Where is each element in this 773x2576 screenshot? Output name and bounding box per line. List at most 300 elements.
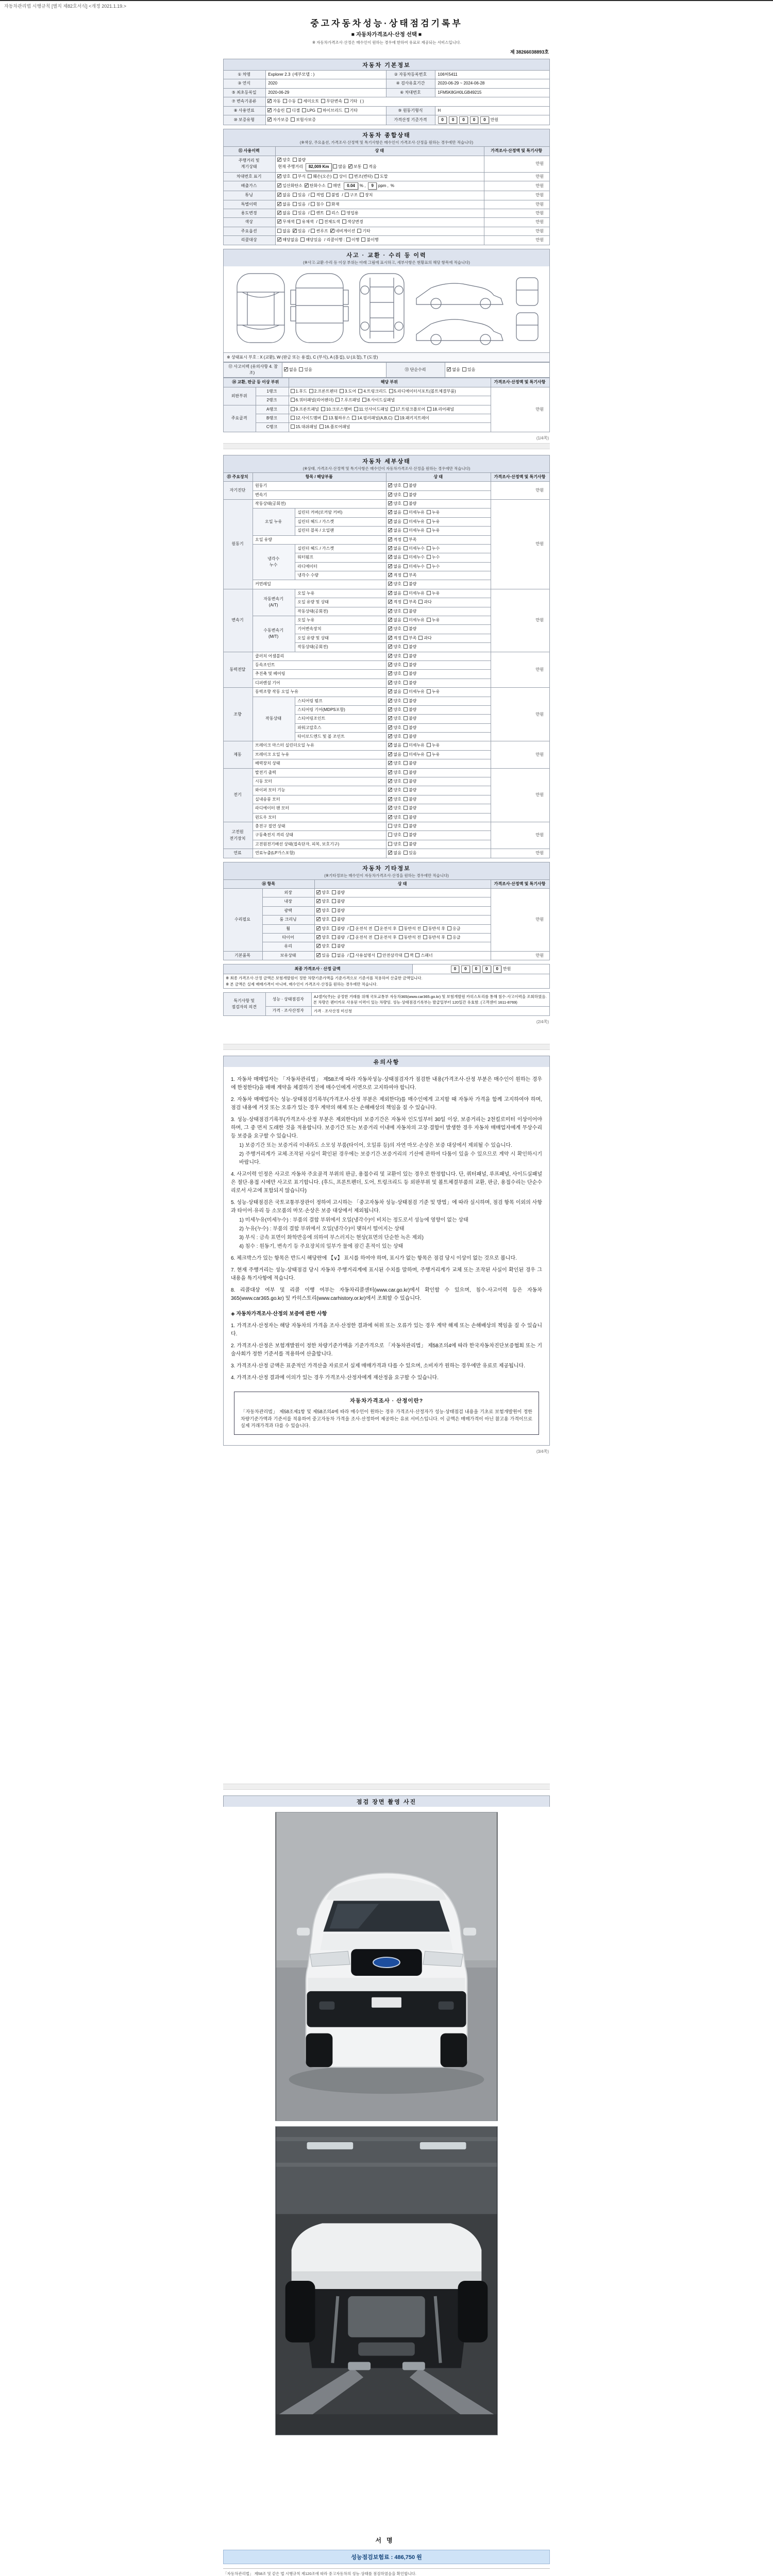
checkbox-unchecked[interactable] [404,815,416,821]
checkbox-box [388,833,392,837]
checkbox-unchecked[interactable] [354,406,389,413]
checkbox-label: 없음 [282,193,291,198]
checkbox-unchecked[interactable] [342,219,363,225]
checkbox-checked[interactable] [388,662,401,668]
form-cell [276,227,484,235]
checkbox-checked[interactable] [388,689,401,695]
checkbox-checked[interactable] [388,680,401,686]
form-cell [484,191,550,200]
form-cell [224,147,276,156]
checkbox-unchecked[interactable] [427,519,440,525]
checkbox-unchecked[interactable] [404,796,416,803]
detail-table [223,472,550,858]
checkbox-label: 불량 [408,824,417,828]
checkbox-unchecked[interactable] [328,183,341,189]
insurance-fee-label: 성능점검보험료 : [351,2554,393,2561]
checkbox-unchecked[interactable] [326,201,339,208]
checkbox-checked[interactable] [267,117,289,123]
checkbox-checked[interactable] [316,943,329,950]
form-cell [253,472,386,481]
checkbox-unchecked[interactable] [404,742,425,749]
checkbox-unchecked[interactable] [332,935,345,941]
checkbox-checked[interactable] [388,519,401,525]
form-cell [295,715,386,723]
checkbox-unchecked[interactable] [404,564,425,570]
checkbox-unchecked[interactable] [404,770,416,776]
checkbox-unchecked[interactable] [404,805,416,811]
checkbox-unchecked[interactable] [377,953,402,959]
checkbox-unchecked[interactable] [291,424,317,430]
checkbox-label: 양호 [322,890,330,895]
checkbox-unchecked[interactable] [344,98,357,105]
checkbox-unchecked[interactable] [404,662,416,668]
checkbox-unchecked[interactable] [345,108,358,114]
form-cell [386,705,491,714]
checkbox-unchecked[interactable] [362,397,395,403]
checkbox-box [287,108,291,112]
checkbox-checked[interactable] [388,528,401,534]
checkbox-unchecked[interactable] [427,590,440,597]
checkbox-checked[interactable] [388,581,401,587]
checkbox-checked[interactable] [388,483,401,489]
checkbox-label: 15.대쉬패널 [295,425,317,430]
text: 2020-06-29 ~ 2024-06-28 [438,81,485,86]
checkbox-box [357,229,361,233]
checkbox-unchecked[interactable] [375,174,388,180]
checkbox-unchecked[interactable] [311,228,328,234]
checkbox-box [277,174,281,178]
checkbox-checked[interactable] [277,192,290,198]
checkbox-unchecked[interactable] [404,635,416,641]
text: / [347,953,349,958]
checkbox-unchecked[interactable] [335,397,360,403]
form-cell [315,933,491,942]
checkbox-unchecked[interactable] [404,832,416,838]
form-cell [491,378,550,387]
checkbox-unchecked[interactable] [350,953,375,959]
form-cell [386,553,491,562]
checkbox-checked[interactable] [388,626,401,632]
checkbox-unchecked[interactable] [293,192,306,198]
checkbox-unchecked[interactable] [404,626,416,632]
checkbox-unchecked[interactable] [399,935,421,941]
checkbox-checked[interactable] [388,492,401,498]
checkbox-checked[interactable] [388,564,401,570]
checkbox-unchecked[interactable] [391,406,426,413]
checkbox-checked[interactable] [388,742,401,749]
text: 만원 [535,618,544,623]
checkbox-unchecked[interactable] [319,219,340,225]
form-cell [295,562,386,571]
form-cell [224,378,289,387]
checkbox-checked[interactable] [316,899,329,905]
checkbox-checked[interactable] [316,953,329,959]
checkbox-unchecked[interactable] [427,510,440,516]
checkbox-checked[interactable] [388,734,401,740]
checkbox-checked[interactable] [388,617,401,623]
checkbox-unchecked[interactable] [404,698,416,704]
checkbox-unchecked[interactable] [404,716,416,722]
checkbox-unchecked[interactable] [423,935,445,941]
checkbox-unchecked[interactable] [332,917,345,923]
checkbox-checked[interactable] [388,537,401,543]
checkbox-unchecked[interactable] [404,787,416,793]
checkbox-unchecked[interactable] [427,689,440,695]
checkbox-unchecked[interactable] [405,953,414,959]
checkbox-unchecked[interactable] [404,483,416,489]
checkbox-unchecked[interactable] [302,108,315,114]
checkbox-checked[interactable] [388,572,401,579]
checkbox-unchecked[interactable] [404,590,425,597]
text: 만원 [535,792,544,798]
checkbox-box [404,483,408,487]
checkbox-checked[interactable] [388,644,401,650]
checkbox-unchecked[interactable] [399,926,421,932]
checkbox-checked[interactable] [388,599,401,605]
checkbox-label: 양호 [393,483,401,488]
form-cell [484,218,550,227]
form-cell [276,200,484,209]
checkbox-checked[interactable] [388,510,401,516]
text: 전기 [233,792,242,798]
checkbox-unchecked[interactable] [404,760,416,767]
checkbox-label: 없음 [393,528,401,533]
checkbox-unchecked[interactable] [291,397,334,403]
checkbox-checked[interactable] [330,228,356,234]
checkbox-label: 양호 [322,935,330,940]
checkbox-unchecked[interactable] [404,823,416,829]
checkbox-label: 불량 [408,806,417,811]
checkbox-unchecked[interactable] [350,935,372,941]
checkbox-box [277,229,281,233]
checkbox-checked[interactable] [277,174,290,180]
checkbox-checked[interactable] [388,778,401,785]
checkbox-unchecked[interactable] [388,823,401,829]
checkbox-unchecked[interactable] [291,406,319,413]
checkbox-label: 렌트 [316,211,324,216]
checkbox-unchecked[interactable] [427,752,440,758]
text: 커먼레일 [255,582,271,587]
text: 동력조향 작동 오일 누유 [255,689,298,694]
text: 만원 [535,917,544,922]
form-cell [276,191,484,200]
form-cell [224,482,253,500]
checkbox-unchecked[interactable] [287,108,299,114]
checkbox-unchecked[interactable] [293,201,306,208]
checkbox-unchecked[interactable] [332,899,345,905]
checkbox-unchecked[interactable] [404,599,416,605]
checkbox-unchecked[interactable] [283,98,296,105]
checkbox-unchecked[interactable] [427,546,440,552]
checkbox-checked[interactable] [388,796,401,803]
checkbox-label: 자동 [273,99,281,104]
checkbox-unchecked[interactable] [346,237,359,243]
checkbox-unchecked[interactable] [404,608,416,615]
checkbox-checked[interactable] [316,926,329,932]
checkbox-unchecked[interactable] [317,108,343,114]
checkbox-unchecked[interactable] [323,415,350,421]
text: / [308,228,310,233]
checkbox-box [404,788,408,792]
checkbox-unchecked[interactable] [358,388,386,395]
checkbox-checked[interactable] [277,219,294,225]
checkbox-unchecked[interactable] [332,926,345,932]
checkbox-checked[interactable] [388,501,401,507]
checkbox-checked[interactable] [388,752,401,758]
checkbox-box [375,926,379,930]
checkbox-unchecked[interactable] [462,367,475,373]
checkbox-checked[interactable] [388,787,401,793]
checkbox-unchecked[interactable] [404,572,416,579]
form-cell [253,750,386,759]
checkbox-checked[interactable] [267,108,284,114]
checkbox-label: 없음 [393,752,401,757]
checkbox-label: 누수 [431,546,440,551]
checkbox-box [340,389,344,393]
page-separator [223,1044,550,1050]
checkbox-unchecked[interactable] [296,219,313,225]
checkbox-unchecked[interactable] [404,554,425,561]
checkbox-unchecked[interactable] [427,564,440,570]
checkbox-unchecked[interactable] [332,890,345,896]
checkbox-unchecked[interactable] [352,415,392,421]
checkbox-unchecked[interactable] [311,210,324,216]
checkbox-box [404,493,408,497]
checkbox-box [404,824,408,828]
checkbox-unchecked[interactable] [308,174,331,180]
form-cell [386,643,491,652]
checkbox-unchecked[interactable] [404,850,416,856]
checkbox-checked[interactable] [388,653,401,659]
checkbox-box [388,806,392,810]
checkbox-unchecked[interactable] [447,926,460,932]
checkbox-unchecked[interactable] [388,832,401,838]
form-cell [386,813,491,822]
text: 색상 [245,219,253,225]
checkbox-unchecked[interactable] [404,519,425,525]
checkbox-checked[interactable] [388,554,401,561]
checkbox-unchecked[interactable] [293,174,306,180]
checkbox-unchecked[interactable] [404,546,425,552]
text: 만원 [502,967,511,972]
checkbox-checked[interactable] [293,228,306,234]
checkbox-unchecked[interactable] [404,528,425,534]
checkbox-unchecked[interactable] [298,98,319,105]
checkbox-unchecked[interactable] [404,617,425,623]
checkbox-label: LPG [307,108,315,113]
checkbox-unchecked[interactable] [293,210,306,216]
checkbox-unchecked[interactable] [447,935,460,941]
checkbox-unchecked[interactable] [360,192,373,198]
form-cell [282,362,386,378]
checkbox-unchecked[interactable] [340,388,356,395]
checkbox-checked[interactable] [388,716,401,722]
form-cell [253,688,386,697]
form-cell [386,795,491,804]
checkbox-unchecked[interactable] [326,192,339,198]
text: 오일 유량 및 상태 [297,635,329,640]
checkbox-unchecked[interactable] [427,617,440,623]
checkbox-checked[interactable] [277,157,290,163]
page-marker-2: (2/4쪽) [536,1019,549,1024]
checkbox-checked[interactable] [267,98,280,105]
text: 만원 [535,406,544,412]
checkbox-box [332,926,336,930]
checkbox-unchecked[interactable] [418,599,431,605]
value-field: 0.04 [344,182,358,190]
text: 고전원전기배선 상태(접속단자, 피복, 보호기구) [255,841,340,846]
text: 가격 · 조사산정 미신청 [313,1009,352,1014]
checkbox-checked[interactable] [388,760,401,767]
checkbox-unchecked[interactable] [395,415,430,421]
checkbox-box [388,636,392,640]
form-cell [295,509,386,517]
checkbox-unchecked[interactable] [404,501,416,507]
checkbox-checked[interactable] [388,698,401,704]
checkbox-unchecked[interactable] [333,174,346,180]
checkbox-unchecked[interactable] [389,388,456,395]
checkbox-unchecked[interactable] [404,653,416,659]
form-cell [445,362,550,378]
checkbox-checked[interactable] [388,608,401,615]
checkbox-unchecked[interactable] [326,210,339,216]
checkbox-unchecked[interactable] [404,752,425,758]
checkbox-checked[interactable] [388,805,401,811]
checkbox-unchecked[interactable] [388,841,401,848]
checkbox-unchecked[interactable] [299,367,312,373]
checkbox-unchecked[interactable] [277,228,290,234]
checkbox-unchecked[interactable] [291,388,307,395]
checkbox-unchecked[interactable] [309,388,338,395]
form-cell [276,147,484,156]
checkbox-unchecked[interactable] [361,237,378,243]
checkbox-unchecked[interactable] [404,680,416,686]
checkbox-checked[interactable] [348,164,361,170]
checkbox-unchecked[interactable] [363,164,376,170]
checkbox-unchecked[interactable] [427,528,440,534]
form-cell [276,156,484,172]
checkbox-checked[interactable] [316,908,329,914]
checkbox-unchecked[interactable] [404,707,416,713]
form-cell [276,218,484,227]
form-cell [295,598,386,607]
checkbox-checked[interactable] [277,210,290,216]
checkbox-checked[interactable] [277,183,303,189]
checkbox-unchecked[interactable] [404,725,416,731]
checkbox-label: 3.도어 [345,388,357,394]
notices-title-label: 유의사항 [373,1059,400,1065]
form-cell [253,589,295,616]
checkbox-checked[interactable] [316,935,329,941]
checkbox-label: 네비게이션 [335,228,356,233]
checkbox-unchecked[interactable] [404,689,425,695]
checkbox-label: 양호 [393,841,401,846]
checkbox-checked[interactable] [388,850,401,856]
checkbox-unchecked[interactable] [311,201,324,208]
checkbox-unchecked[interactable] [404,841,416,848]
checkbox-unchecked[interactable] [404,537,416,543]
checkbox-unchecked[interactable] [291,415,322,421]
checkbox-unchecked[interactable] [404,734,416,740]
checkbox-unchecked[interactable] [332,953,345,959]
checkbox-unchecked[interactable] [423,926,445,932]
checkbox-label: 양호 [393,645,401,650]
checkbox-label: 불량 [408,725,417,730]
checkbox-checked[interactable] [388,546,401,552]
checkbox-unchecked[interactable] [357,228,370,234]
checkbox-checked[interactable] [388,770,401,776]
checkbox-checked[interactable] [388,590,401,597]
checkbox-unchecked[interactable] [404,671,416,677]
checkbox-unchecked[interactable] [350,926,372,932]
checkbox-unchecked[interactable] [321,98,342,105]
checkbox-unchecked[interactable] [404,644,416,650]
checkbox-unchecked[interactable] [332,908,345,914]
checkbox-checked[interactable] [305,183,326,189]
checkbox-unchecked[interactable] [333,164,346,170]
checkbox-unchecked[interactable] [300,237,322,243]
checkbox-checked[interactable] [388,815,401,821]
checkbox-checked[interactable] [284,367,297,373]
checkbox-unchecked[interactable] [427,406,454,413]
form-cell [491,688,550,741]
checkbox-checked[interactable] [316,917,329,923]
checkbox-unchecked[interactable] [427,742,440,749]
checkbox-checked[interactable] [277,237,298,243]
checkbox-unchecked[interactable] [332,943,345,950]
checkbox-box [350,953,354,957]
checkbox-unchecked[interactable] [293,157,306,163]
checkbox-unchecked[interactable] [404,492,416,498]
checkbox-checked[interactable] [277,201,290,208]
checkbox-unchecked[interactable] [404,510,425,516]
checkbox-checked[interactable] [316,890,329,896]
form-cell [266,97,550,106]
checkbox-unchecked[interactable] [341,210,358,216]
text: 자기진단 [229,487,246,493]
checkbox-unchecked[interactable] [321,406,352,413]
checkbox-unchecked[interactable] [427,554,440,561]
checkbox-box [404,806,408,810]
checkbox-box [316,935,321,939]
form-cell [491,652,550,688]
checkbox-unchecked[interactable] [291,117,316,123]
checkbox-checked[interactable] [388,707,401,713]
checkbox-unchecked[interactable] [375,935,397,941]
checkbox-unchecked[interactable] [415,953,432,959]
notice-item: 7. 현재 주행거리는 성능·상태점검 당시 자동차 주행거리계에 표시된 수치를 말하며, 주행거리계가 교체 또는 조작된 사실이 확인된 경우 그 내용을 특기사항에 적습니다. [231,1267,542,1281]
checkbox-unchecked[interactable] [418,635,431,641]
form-cell [491,589,550,652]
checkbox-unchecked[interactable] [375,926,397,932]
checkbox-unchecked[interactable] [404,778,416,785]
checkbox-unchecked[interactable] [404,581,416,587]
form-cell [253,849,386,858]
notices-subsection-title: ◈ 자동차가격조사·산정의 보증에 관한 사항 [231,1311,327,1317]
checkbox-unchecked[interactable] [311,192,324,198]
checkbox-checked[interactable] [388,671,401,677]
checkbox-label: 없음 [393,743,401,748]
checkbox-checked[interactable] [447,367,460,373]
checkbox-checked[interactable] [388,635,401,641]
checkbox-unchecked[interactable] [345,192,358,198]
checkbox-unchecked[interactable] [320,424,350,430]
form-cell [224,472,253,481]
checkbox-unchecked[interactable] [349,174,373,180]
form-cell [386,482,491,490]
form-cell [491,768,550,822]
checkbox-checked[interactable] [388,725,401,731]
